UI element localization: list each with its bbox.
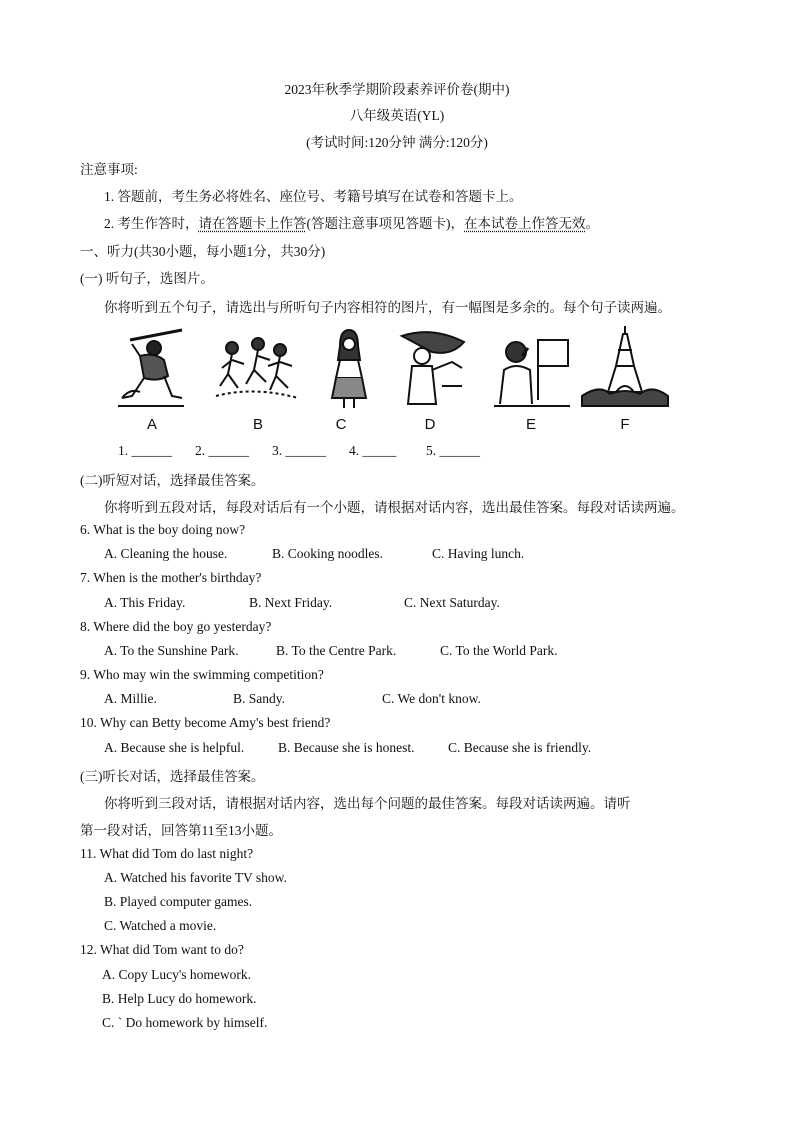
question-12: 12. What did Tom want to do? — [80, 942, 244, 957]
notice-item-2-emphasis-2: 在本试卷上作答无效 — [464, 216, 586, 231]
eiffel-tower-icon — [580, 326, 670, 410]
picture-label-a: A — [146, 416, 157, 433]
part-2-instruction: 你将听到五段对话，每段对话后有一个小题，请根据对话内容，选出最佳答案。每段对话读两遍。 — [104, 500, 685, 515]
picture-label-c: C — [335, 416, 347, 433]
answer-blank-4: 4. _____ — [349, 443, 397, 458]
picture-label-b: B — [252, 416, 263, 433]
question-7-option-b: B. Next Friday. — [249, 595, 333, 610]
question-9-option-c: C. We don't know. — [382, 691, 481, 706]
picture-c-girl-standing — [326, 326, 372, 410]
answer-blank-3: 3. ______ — [272, 443, 326, 458]
question-12-option-c: C. ` Do homework by himself. — [102, 1015, 268, 1030]
notice-item-2 — [104, 212, 599, 232]
baseball-player-icon — [110, 326, 190, 410]
part-1-heading: (一) 听句子，选图片。 — [80, 271, 214, 286]
girl-icon — [326, 326, 372, 410]
exam-subtitle: 八年级英语(YL) — [349, 108, 445, 123]
phone-call-icon — [492, 326, 572, 410]
question-12-option-a: A. Copy Lucy's homework. — [102, 967, 252, 982]
question-8-option-c: C. To the World Park. — [440, 643, 558, 658]
notice-item-2-part-c: (答题注意事项见答题卡)， — [306, 216, 464, 231]
question-8: 8. Where did the boy go yesterday? — [80, 619, 272, 634]
part-3-instruction-line-1: 你将听到三段对话，请根据对话内容，选出每个问题的最佳答案。每段对话读两遍。请听 — [104, 796, 631, 811]
question-6: 6. What is the boy doing now? — [80, 522, 246, 537]
question-9: 9. Who may win the swimming competition? — [80, 667, 324, 682]
question-6-option-c: C. Having lunch. — [432, 546, 525, 561]
exam-title: 2023年秋季学期阶段素养评价卷(期中) — [284, 82, 510, 97]
part-2-heading: (二)听短对话，选择最佳答案。 — [80, 473, 265, 488]
part-1-instruction: 你将听到五个句子，请选出与所听句子内容相符的图片，有一幅图是多余的。每个句子读两遍。 — [104, 300, 671, 315]
picture-label-d: D — [424, 416, 436, 433]
notice-heading: 注意事项: — [80, 162, 138, 177]
question-6-option-b: B. Cooking noodles. — [272, 546, 384, 561]
question-6-option-a: A. Cleaning the house. — [104, 546, 228, 561]
question-10-option-c: C. Because she is friendly. — [448, 740, 592, 755]
question-11-option-c: C. Watched a movie. — [104, 918, 217, 933]
question-11-option-a: A. Watched his favorite TV show. — [104, 870, 287, 885]
question-9-option-a: A. Millie. — [104, 691, 157, 706]
man-icon — [392, 326, 474, 410]
answer-blank-1: 1. ______ — [118, 443, 172, 458]
question-10: 10. Why can Betty become Amy's best friend? — [80, 715, 331, 730]
picture-f-eiffel-tower — [580, 326, 670, 410]
picture-a-baseball-player — [110, 326, 190, 410]
picture-e-man-on-phone — [492, 326, 572, 410]
question-10-option-a: A. Because she is helpful. — [104, 740, 245, 755]
answer-blank-5: 5. ______ — [426, 443, 480, 458]
part-3-instruction-line-2: 第一段对话，回答第11至13小题。 — [80, 823, 282, 838]
question-11: 11. What did Tom do last night? — [80, 846, 254, 861]
part-3-heading: (三)听长对话，选择最佳答案。 — [80, 769, 265, 784]
notice-item-1: 1. 答题前，考生务必将姓名、座位号、考籍号填写在试卷和答题卡上。 — [104, 189, 523, 204]
exam-time-info: (考试时间:120分钟 满分:120分) — [306, 135, 488, 150]
running-people-icon — [214, 326, 300, 410]
notice-item-2-part-e: 。 — [585, 216, 599, 231]
question-11-option-b: B. Played computer games. — [104, 894, 253, 909]
question-7: 7. When is the mother's birthday? — [80, 570, 262, 585]
section-1-heading: 一、听力(共30小题，每小题1分，共30分) — [80, 244, 326, 259]
picture-label-e: E — [525, 416, 536, 433]
question-7-option-c: C. Next Saturday. — [404, 595, 500, 610]
picture-b-people-running — [214, 326, 300, 410]
question-10-option-b: B. Because she is honest. — [278, 740, 415, 755]
question-8-option-a: A. To the Sunshine Park. — [104, 643, 239, 658]
picture-label-f: F — [620, 416, 630, 433]
question-9-option-b: B. Sandy. — [233, 691, 286, 706]
notice-item-2-emphasis-1: 请在答题卡上作答 — [198, 216, 307, 231]
answer-blank-2: 2. ______ — [195, 443, 249, 458]
question-12-option-b: B. Help Lucy do homework. — [102, 991, 257, 1006]
question-8-option-b: B. To the Centre Park. — [276, 643, 397, 658]
question-7-option-a: A. This Friday. — [104, 595, 186, 610]
notice-item-2-part-a: 2. 考生作答时， — [104, 216, 199, 231]
picture-d-man-with-hat — [392, 326, 474, 410]
